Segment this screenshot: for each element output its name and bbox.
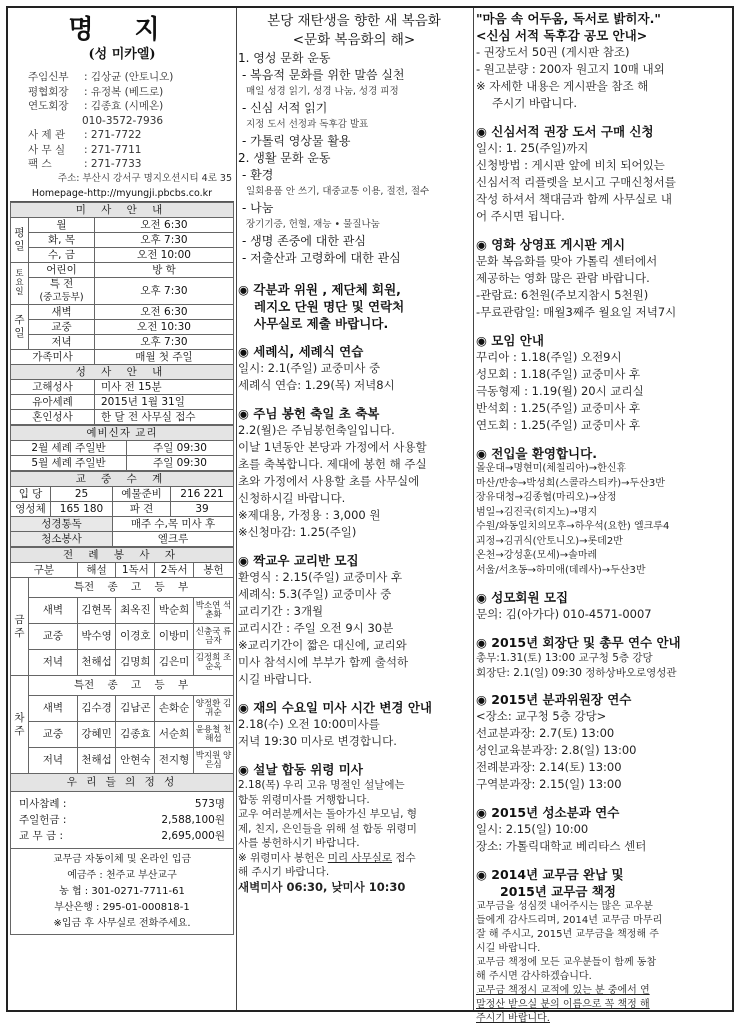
offering-box: 미사참례 : 573명 주일헌금 : 2,588,100원 교 무 금 : 2,695,000원 <box>10 792 234 849</box>
notice-leaders-training: ◉ 2015년 회장단 및 총무 연수 안내 총무:1.31(토) 13:00 교구청 5층 강당 회장단: 2.1(일) 09:30 정하상바오로영성관 <box>476 635 681 679</box>
year-theme-title: 본당 재탄생을 향한 새 복음화 <box>267 13 441 29</box>
notice-memorial-mass: ◉ 설날 합동 위령 미사 2.18(목) 우리 고유 명절인 설날에는 합동 위령미사를 거행합니다. 교우 여러분께서는 돌아가신 부모님, 형 제, 친지, 은인들을 위해 설 합동 위령미 사를 봉헌하시기 바랍니다. ※ 위령미사 봉헌은 미리 사무실로 접수 해 주시기 바랍니다. 새벽미사 06:30, 낮미사 10:30 <box>238 762 417 894</box>
column-divider <box>473 8 474 1010</box>
bank-info: 교무금 자동이체 및 온라인 입금 예금주 : 천주교 부산교구 농 협 : 301-0271-7711-61 부산은행 : 295-01-000818-1 ※입금 후 사무실로 전화주세요. <box>10 849 234 935</box>
column-divider <box>236 8 237 1010</box>
left-column <box>10 10 234 1010</box>
notice-book-purchase: ◉ 신심서적 권장 도서 구매 신청 일시: 1. 25(주일)까지 신청방법 : 게시판 앞에 비치 되어있는 신심서적 리플렛을 보시고 구매신청서를 작성 하셔서 책대금과 함께 사무실로 내 어 주시면 됩니다. <box>476 124 676 223</box>
notice-committee-training: ◉ 2015년 분과위원장 연수 <장소: 교구청 5층 강당> 선교분과장: 2.7(토) 13:00 성인교육분과장: 2.8(일) 13:00 전례분과장: 2.14(토) 13:00 구역분과장: 2.15(일) 13:00 <box>476 692 637 791</box>
address: 주소: 부산시 강서구 명지오션시티 4로 35 <box>57 172 232 184</box>
parish-patron: (성 미카엘) <box>88 47 156 62</box>
mass-table: 미 사 안 내 평일 월 오전 6:30 화, 목 오후 7:30 수, 금 오전 10:00 토요일 어린이 방 학 특 전 (중고등부) 오후 7:30 주일 새벽 오전 6:30 교중 오전 10:30 저녁 오후 7:30 가족미사 매월 첫 주일 성 사 안 내 고해성사 미사 전 15분 유아세례 2015년 1월 31일 혼인성사 한 달 전 사무실 접수 <box>10 202 234 425</box>
middle-column: 본당 재탄생을 향한 새 복음화 <문화 복음화의 해> 1. 영성 문화 운동 - 복음적 문화를 위한 말씀 실천 매일 성경 읽기, 성경 나눔, 성경 피정 - 신심 서적 읽기 지정 도서 선정과 독후감 발표 - 가톨릭 영상물 활용 2. 생활 문화 운동 - 환경 일회용품 안 쓰기, 대중교통 이용, 절전, 절수 - 나눔 장기기증, 헌혈, 재능 • 물질나눔 - 생명 존중에 대한 관심 - 저출산과 고령화에 대한 관심 ◉ 각분과 위원 , 제단체 회원, 레지오 단원 명단 및 연락처 사무실로 제출 바랍니다. ◉ 세례식, 세례식 연습 일시: 2.1(주일) 교중미사 중 세례식 연습: 1.29(목) 저녁8시 ◉ 주님 봉헌 축일 초 축복 2.2(월)은 주님봉헌축일입니다. 이날 1년동안 본당과 가정에서 사용할 초를 축복합니다. 제대에 봉헌 해 주실 초와 가정에서 사용할 초를 사무실에 신청하시길 바랍니다. ※제대용, 가정용 : 3,000 원 ※신청마감: 1.25(주일) ◉ 짝교우 교리반 모집 환영식 : 2.15(주일) 교중미사 후 세례식: 5.3(주일) 교중미사 중 교리기간 : 3개월 교리시간 : 주일 오전 9시 30분 ※교리기간이 짧은 대신에, 교리와 미사 참석시에 부부가 함께 출석하 시길 바랍니다. ◉ 재의 수요일 미사 시간 변경 안내 2.18(수) 오전 10:00미사를 저녁 19:30 미사로 변경합니다. ◉ 설날 합동 위령 미사 2.18(목) 우리 고유 명절인 설날에는 합동 위령미사를 거행합니다. 교우 여러분께서는 돌아가신 부모님, 형 제, 친지, 은인들을 위해 설 합동 위령미 사를 봉헌하시기 바랍니다. ※ 위령미사 봉헌은 미리 사무실로 접수 해 주시기 바랍니다. 새벽미사 06:30, 낮미사 10:30 <box>238 10 470 1010</box>
notice-parish-dues: ◉ 2014년 교무금 완납 및 2015년 교무금 책정 교무금을 성심껏 내어주시는 많은 교우분 들에게 감사드리며, 2014년 교무금 마무리 잘 해 주시고, 2015년 교무금을 책정해 주 시길 바랍니다. 교무금 책정에 모든 교우분들이 함께 동참 해 주시면 감사하겠습니다. 교무금 책정시 교적에 있는 분 중에서 연 말정산 받으실 분의 이름으로 꼭 책정 해 주시기 바랍니다. <box>476 867 663 1024</box>
staff-info: 주임신부 : 김상균 (안토니오) 평협회장 : 유정복 (베드로) 연도회장 : 김종효 (시메온) 010-3572-7936 사 제 관 : 271-7722 사 무 실 : 271-7711 팩 스 : 271-7733 주소: 부산시 강서구 명지오션시티 4로 35 <box>10 70 234 186</box>
sacrament-title: 성 사 안 내 <box>11 365 234 380</box>
notice-ash-wednesday: ◉ 재의 수요일 미사 시간 변경 안내 2.18(수) 오전 10:00미사를 저녁 19:30 미사로 변경합니다. <box>238 700 432 748</box>
parish-name: 명 지 <box>68 15 176 45</box>
year-theme-subtitle: <문화 복음화의 해> <box>292 32 416 48</box>
stats-table: 교 중 수 계 입 당 25 예물준비 216 221 영성체 165 180 파 견 39 성경통독 매주 수,목 미사 후 청소봉사 엘크루 <box>10 471 234 547</box>
homepage-link[interactable]: Homepage-http://myungji.pbcbs.co.kr <box>10 187 234 202</box>
notice-couple-class: ◉ 짝교우 교리반 모집 환영식 : 2.15(주일) 교중미사 후 세례식: 5.3(주일) 교중미사 중 교리기간 : 3개월 교리시간 : 주일 오전 9시 30분 ※교리기간이 짧은 대신에, 교리와 미사 참석시에 부부가 함께 출석하 시길 바랍니다. <box>238 553 409 686</box>
notice-roster: ◉ 각분과 위원 , 제단체 회원, 레지오 단원 명단 및 연락처 사무실로 제출 바랍니다. <box>238 282 405 331</box>
notice-candle-blessing: ◉ 주님 봉헌 축일 초 축복 2.2(월)은 주님봉헌축일입니다. 이날 1년동안 본당과 가정에서 사용할 초를 축복합니다. 제대에 봉헌 해 주실 초와 가정에서 사용할 초를 사무실에 신청하시길 바랍니다. ※제대용, 가정용 : 3,000 원 ※신청마감: 1.25(주일) <box>238 406 427 539</box>
notice-newcomers: ◉ 전입을 환영합니다. 몰운대→명현미(체칠리아)→한신휴 마산/반송→박성희(스콜라스티카)→두산3반 장유대청→김종협(마리오)→삼정 범일→김진국(히지노)→명지 수원/와동일치의모후→하우석(요한) 엘크루4 괴정→김귀식(안토니오)→롯데2반 온천→강성훈(모세)→솔마레 서울/서초동→하미애(데레사)→두산3반 <box>476 446 670 576</box>
notice-vocation-training: ◉ 2015년 성소분과 연수 일시: 2.15(일) 10:00 장소: 가톨릭대학교 베리타스 센터 <box>476 805 647 853</box>
notice-baptism: ◉ 세례식, 세례식 연습 일시: 2.1(주일) 교중미사 중 세례식 연습: 1.29(목) 저녁8시 <box>238 344 395 392</box>
notice-mothers-club: ◉ 성모회원 모집 문의: 김(아가다) 010-4571-0007 <box>476 590 652 621</box>
mass-title: 미 사 안 내 <box>11 203 234 218</box>
right-column <box>476 10 730 1024</box>
notice-movie-schedule: ◉ 영화 상영표 게시판 게시 문화 복음화를 맞아 가톨릭 센터에서 제공하는 영화 많은 관람 바랍니다. -관람료: 6천원(주보지참시 5천원) -무료관람일: 매월3째주 월요일 저녁7시 <box>476 237 677 319</box>
notice-book-essay: "마음 속 어두움, 독서로 밝히자." <신심 서적 독후감 공모 안내> - 권장도서 50권 (게시판 참조) - 원고분량 : 200자 원고지 10매 내외 ※ 자세한 내용은 게시판을 참조 해 주시기 바랍니다. <box>476 11 665 110</box>
notice-meetings: ◉ 모임 안내 꾸리아 : 1.18(주일) 오전9시 성모회 : 1.18(주일) 교중미사 후 극동형제 : 1.19(월) 20시 교리실 반석회 : 1.25(주일) 교중미사 후 연도회 : 1.25(주일) 교중미사 후 <box>476 333 644 432</box>
servers-table: 전 례 봉 사 자 구분 해설 1독서 2독서 봉헌 금 주 특전 종 고 등 부 새벽 김현목 최옥진 박순희 박소연 석춘화 교중 박수영 이경호 이방미 신충국 류금자 저녁 천해섭 김명희 김은미 김정희 조순옥 차 주 특전 종 고 등 부 새벽 김수경 김남곤 손화순 양정환 김귀순 교중 강혜민 김종효 서순희 윤용철 천해섭 저녁 천해섭 안현숙 전지형 박지원 양은심 우 리 들 의 정 성 <box>10 547 234 792</box>
catechism-table: 예비신자 교리 2월 세례 주일반 주일 09:30 5월 세례 주일반 주일 09:30 <box>10 425 234 471</box>
